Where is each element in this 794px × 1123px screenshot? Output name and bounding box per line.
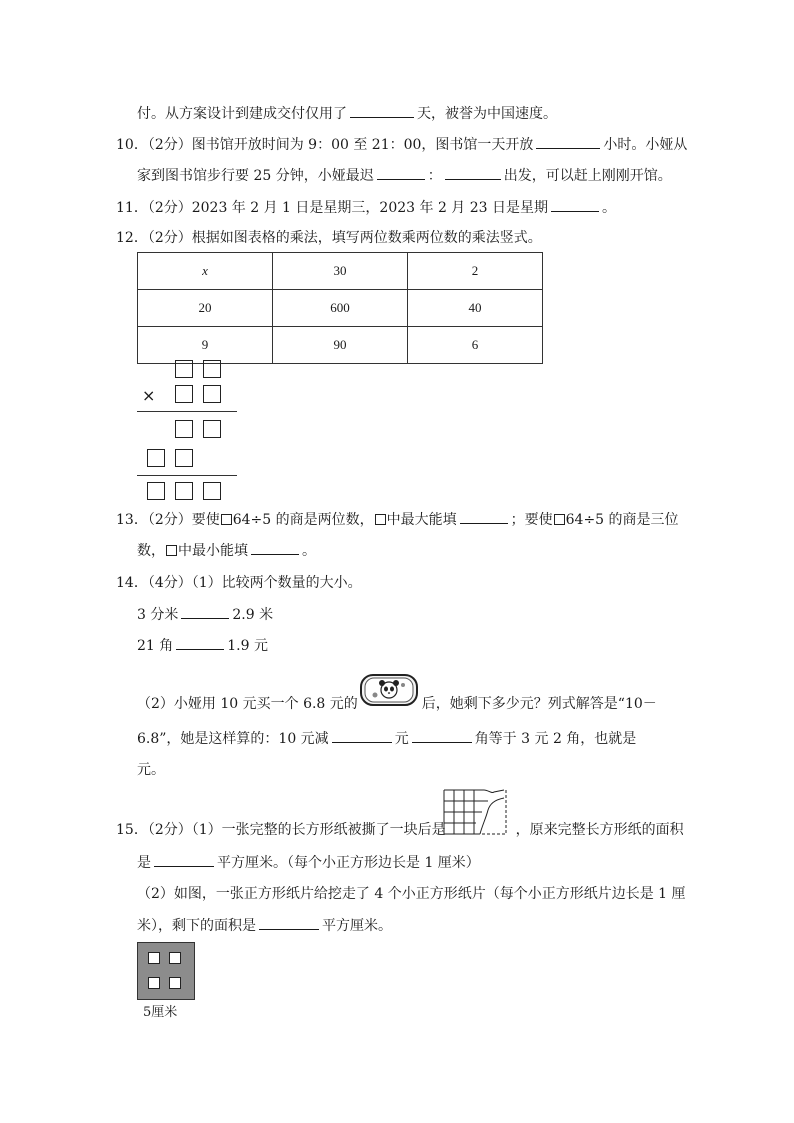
q10-colon: ： [427,168,442,184]
q11-text-a: 11．（2分）2023 年 2 月 1 日是星期三，2023 年 2 月 23 日是星期 [116,200,549,216]
q14-part2-text-a: （2）小娅用 10 元买一个 6.8 元的 [137,696,358,712]
q14-part2-line2 [137,728,636,749]
digit-box[interactable] [175,482,193,500]
q15-text-c: 是 [137,855,151,871]
q13-text-h: 。 [302,543,316,559]
q13-text-c: 中最大能填 [386,512,457,528]
q14-compare1 [137,604,273,625]
q10-line2 [137,165,672,186]
q13-line2 [137,540,316,561]
digit-box[interactable] [147,482,165,500]
box-symbol-icon [166,545,177,556]
q14-compare2 [137,635,268,656]
q11-line [116,197,616,218]
q14-part2-text-e: 角等于 3 元 2 角，也就是 [474,731,637,747]
q9-text-a: 付。从方案设计到建成交付仅用了 [137,106,347,122]
q14-cmp1-left: 3 分米 [137,607,179,623]
q14-jiao-blank[interactable] [412,728,472,743]
q15-text-f: 平方厘米。 [322,918,392,934]
digit-box[interactable] [175,360,193,378]
q14-yuan-blank[interactable] [332,728,392,743]
q14-cmp1-right: 2.9 米 [232,607,274,623]
q15-text-a: 15．（2分）（1）一张完整的长方形纸被撕了一块后是 [116,822,446,838]
q13-text-f: 数， [137,543,165,559]
square-hole [169,952,181,964]
q10-hours-blank[interactable] [536,134,600,149]
q14-cmp2-blank[interactable] [176,635,224,650]
q15-text-e: 米），剩下的面积是 [137,918,256,934]
q9-line [137,103,557,124]
digit-box[interactable] [203,385,221,403]
table-row [138,290,543,327]
multiplication-table [137,252,543,364]
sum-line [137,411,237,412]
q15-text-b: ，原来完整长方形纸的面积 [515,822,684,838]
q13-text-g: 中最小能填 [178,543,248,559]
q9-answer-blank[interactable] [350,103,414,118]
table-cell: x [138,253,273,290]
q15-area-blank[interactable] [154,852,214,867]
square-hole [148,952,160,964]
box-symbol-icon [375,514,386,525]
table-cell: 2 [408,253,543,290]
digit-box[interactable] [175,449,193,467]
digit-box[interactable] [203,420,221,438]
q14-cmp1-blank[interactable] [181,604,229,619]
q14-part2-text-c: 6.8”，她是这样算的：10 元减 [137,731,329,747]
q10-text-b: 小时。小娅从 [603,137,688,153]
table-cell: 40 [408,290,543,327]
table-cell: 9 [138,327,273,364]
q10-text-a: 10．（2分）图书馆开放时间为 9：00 至 21：00，图书馆一天开放 [116,137,534,153]
q13-text-a: 13．（2分）要使 [116,512,220,528]
square-paper-figure [137,942,195,1000]
box-symbol-icon [554,514,565,525]
q10-minute-blank[interactable] [445,165,501,180]
table-cell: 90 [273,327,408,364]
q14-part2-text-b: 后，她剩下多少元？列式解答是“10－ [421,696,657,712]
q10-hour-blank[interactable] [377,165,425,180]
digit-box[interactable] [203,482,221,500]
q11-text-b: 。 [602,200,617,216]
q14-part2-text-d: 元 [394,731,409,747]
q15-part2-line1: （2）如图，一张正方形纸片给挖走了 4 个小正方形纸片（每个小正方形纸片边长是 1 厘 [137,886,686,902]
times-sign: × [142,386,156,405]
q12-line: 12．（2分）根据如图表格的乘法，填写两位数乘两位数的乘法竖式。 [116,230,542,246]
q14-part2-line3: 元。 [137,762,165,778]
q13-max-blank[interactable] [460,509,508,524]
q15-line2 [137,852,480,873]
q9-text-b: 天，被誉为中国速度。 [417,106,557,122]
q10-line1 [116,134,687,155]
table-cell: 6 [408,327,543,364]
digit-box[interactable] [175,420,193,438]
box-symbol-icon [221,514,232,525]
square-hole [169,977,181,989]
q14-part2-line1 [137,694,657,714]
table-row [138,327,543,364]
q14-cmp2-left: 21 角 [137,638,174,654]
q13-line1 [116,509,679,530]
q13-min-blank[interactable] [251,540,299,555]
q13-text-b: 64÷5 的商是两位数， [232,512,374,528]
square-hole [148,977,160,989]
q14-part1: 14．（4分）（1）比较两个数量的大小。 [116,575,362,591]
q10-text-c: 家到图书馆步行要 25 分钟，小娅最迟 [137,168,374,184]
digit-box[interactable] [147,449,165,467]
digit-box[interactable] [203,360,221,378]
q11-answer-blank[interactable] [551,197,599,212]
q15-text-d: 平方厘米。（每个小正方形边长是 1 厘米） [217,855,480,871]
table-cell: 600 [273,290,408,327]
q15-remaining-blank[interactable] [259,915,319,930]
sum-line [137,475,237,476]
q13-text-e: 64÷5 的商是三位 [565,512,679,528]
q15-line1 [116,820,684,840]
q10-text-d: 出发，可以赶上刚刚开馆。 [503,168,672,184]
table-cell: 30 [273,253,408,290]
q15-part2-line2 [137,915,392,936]
digit-box[interactable] [175,385,193,403]
square-size-label: 5厘米 [143,1005,178,1020]
table-cell: 20 [138,290,273,327]
q13-text-d: ；要使 [510,512,553,528]
q14-cmp2-right: 1.9 元 [227,638,268,654]
table-row [138,253,543,290]
